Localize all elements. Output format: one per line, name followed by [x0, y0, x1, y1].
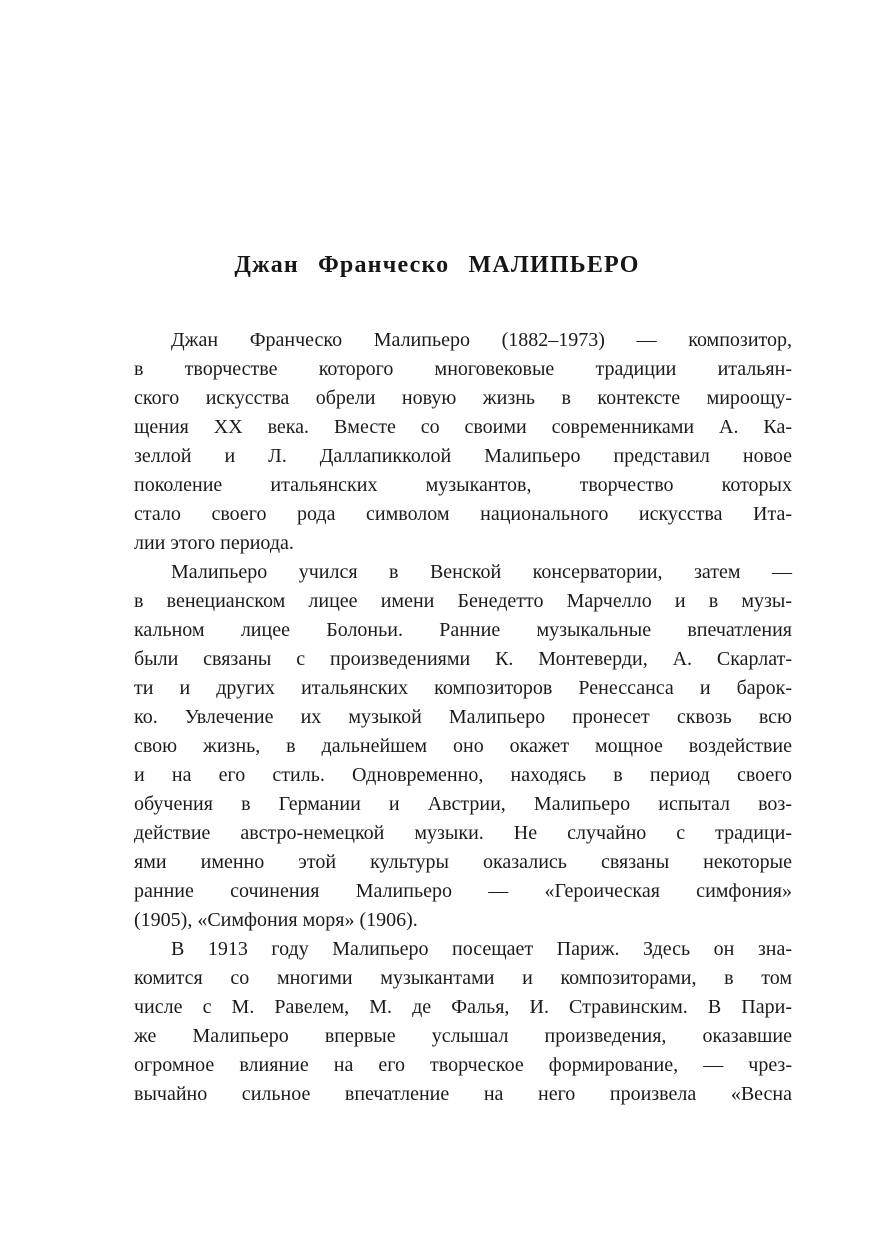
text-line: зеллой и Л. Даллапикколой Малипьеро представил новое: [134, 445, 792, 467]
text-line: обучения в Германии и Австрии, Малипьеро испытал воз-: [134, 793, 792, 815]
text-line: в венецианском лицее имени Бенедетто Марчелло и в музы-: [134, 590, 792, 612]
text-line: (1905), «Симфония моря» (1906).: [134, 909, 418, 931]
text-line: вычайно сильное впечатление на него произвела «Весна: [134, 1083, 792, 1105]
page-title: Джан Франческо МАЛИПЬЕРО: [234, 252, 640, 278]
paragraph: [134, 558, 792, 935]
text-line: огромное влияние на его творческое формирование, — чрез-: [134, 1054, 792, 1076]
text-line: ко. Увлечение их музыкой Малипьеро пронесет сквозь всю: [134, 706, 792, 728]
text-line: ского искусства обрели новую жизнь в контексте мироощу-: [134, 387, 792, 409]
text-line: действие австро-немецкой музыки. Не случайно с традици-: [134, 822, 792, 844]
text-line: щения XX века. Вместе со своими современниками А. Ка-: [134, 416, 792, 438]
text-line: числе с М. Равелем, М. де Фалья, И. Стравинским. В Пари-: [134, 996, 792, 1018]
text-line: в творчестве которого многовековые традиции итальян-: [134, 358, 792, 380]
text-line: ти и других итальянских композиторов Ренессанса и барок-: [134, 677, 792, 699]
paragraph: [134, 326, 792, 558]
text-line: и на его стиль. Одновременно, находясь в период своего: [134, 764, 792, 786]
body-text: [134, 326, 792, 1109]
text-line: кальном лицее Болоньи. Ранние музыкальные впечатления: [134, 619, 792, 641]
text-line: же Малипьеро впервые услышал произведения, оказавшие: [134, 1025, 792, 1047]
text-line: были связаны с произведениями К. Монтеверди, А. Скарлат-: [134, 648, 792, 670]
text-line: стало своего рода символом национального искусства Ита-: [134, 503, 792, 525]
text-line: Джан Франческо Малипьеро (1882–1973) — композитор,: [171, 329, 792, 351]
text-line: лии этого периода.: [134, 532, 294, 554]
text-line: свою жизнь, в дальнейшем оно окажет мощное воздействие: [134, 735, 792, 757]
text-line: ями именно этой культуры оказались связаны некоторые: [134, 851, 792, 873]
paragraph: [134, 935, 792, 1109]
text-line: поколение итальянских музыкантов, творчество которых: [134, 474, 792, 496]
text-line: Малипьеро учился в Венской консерватории, затем —: [171, 561, 792, 583]
text-line: ранние сочинения Малипьеро — «Героическая симфония»: [134, 880, 792, 902]
text-line: В 1913 году Малипьеро посещает Париж. Здесь он зна-: [171, 938, 792, 960]
text-line: комится со многими музыкантами и композиторами, в том: [134, 967, 792, 989]
